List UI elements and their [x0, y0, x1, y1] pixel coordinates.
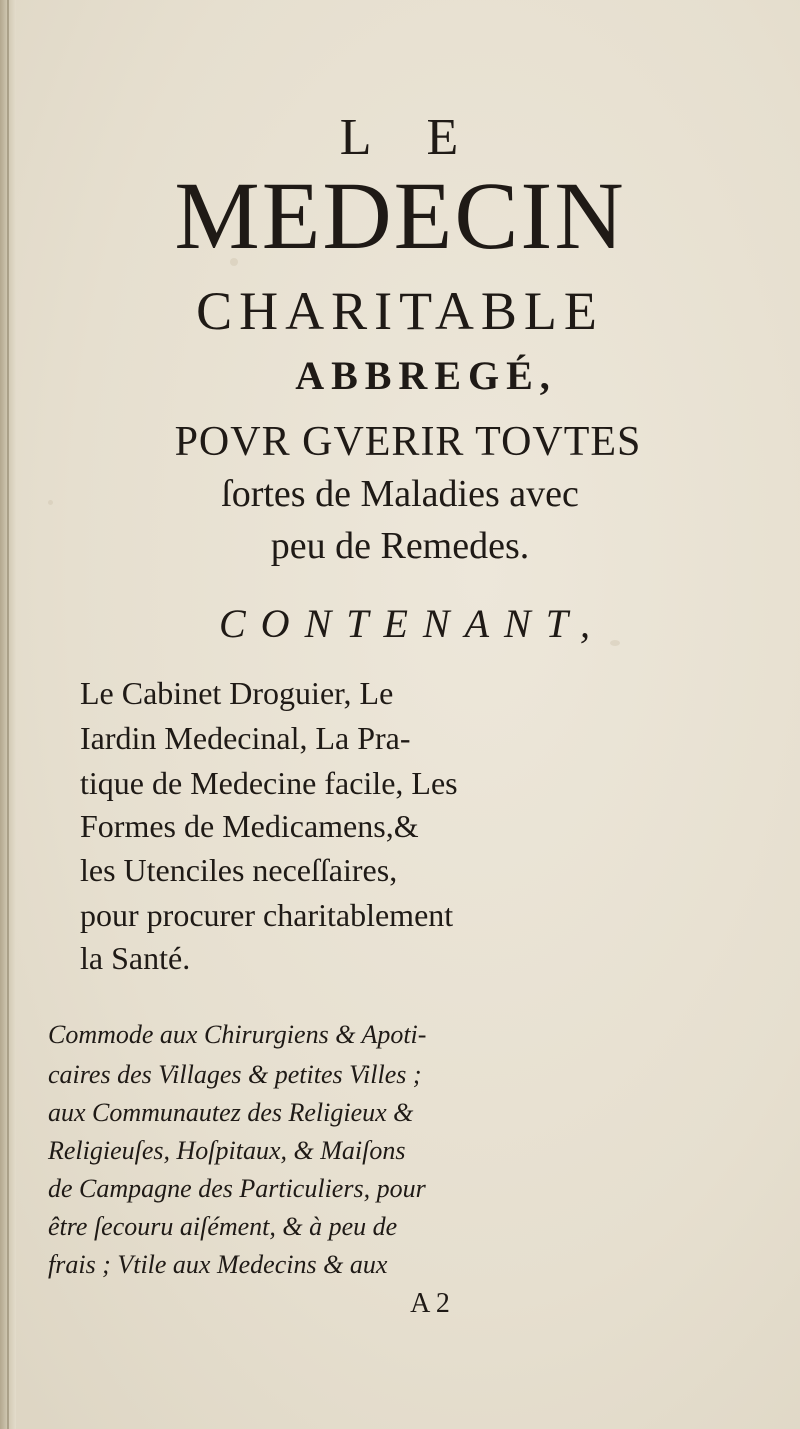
contents-line: Formes de Medicamens,&	[80, 808, 419, 844]
contents-line: Le Cabinet Droguier, Le	[80, 675, 394, 711]
usage-line: de Campagne des Particuliers, pour	[48, 1174, 426, 1203]
signature-mark: A 2	[410, 1288, 450, 1319]
usage-line: être ſecouru aiſément, & à peu de	[48, 1212, 398, 1241]
contents-line: pour procurer charitablement	[80, 897, 454, 933]
heading-contenant: CONTENANT,	[219, 601, 605, 646]
usage-line: frais ; Vtile aux Medecins & aux	[48, 1250, 388, 1279]
contents-line: Iardin Medecinal, La Pra-	[80, 720, 411, 756]
usage-line: aux Communautez des Religieux &	[48, 1098, 414, 1127]
title-medecin: MEDECIN	[174, 162, 626, 269]
contents-line: la Santé.	[80, 940, 191, 976]
usage-line: caires des Villages & petites Villes ;	[48, 1060, 422, 1089]
subtitle-sortes: ſortes de Maladies avec	[221, 473, 579, 515]
contents-line: tique de Medecine facile, Les	[80, 765, 458, 801]
title-le: L E	[339, 109, 481, 166]
usage-line: Religieuſes, Hoſpitaux, & Maiſons	[48, 1136, 406, 1165]
contents-line: les Utenciles neceſſaires,	[80, 852, 398, 888]
subtitle-peu-de-remedes: peu de Remedes.	[270, 525, 530, 567]
usage-line: Commode aux Chirurgiens & Apoti-	[48, 1020, 427, 1049]
title-charitable: CHARITABLE	[196, 281, 604, 341]
title-abbrege: ABBREGÉ,	[295, 353, 557, 398]
subtitle-pour-guerir: POVR GVERIR TOVTES	[174, 419, 642, 465]
